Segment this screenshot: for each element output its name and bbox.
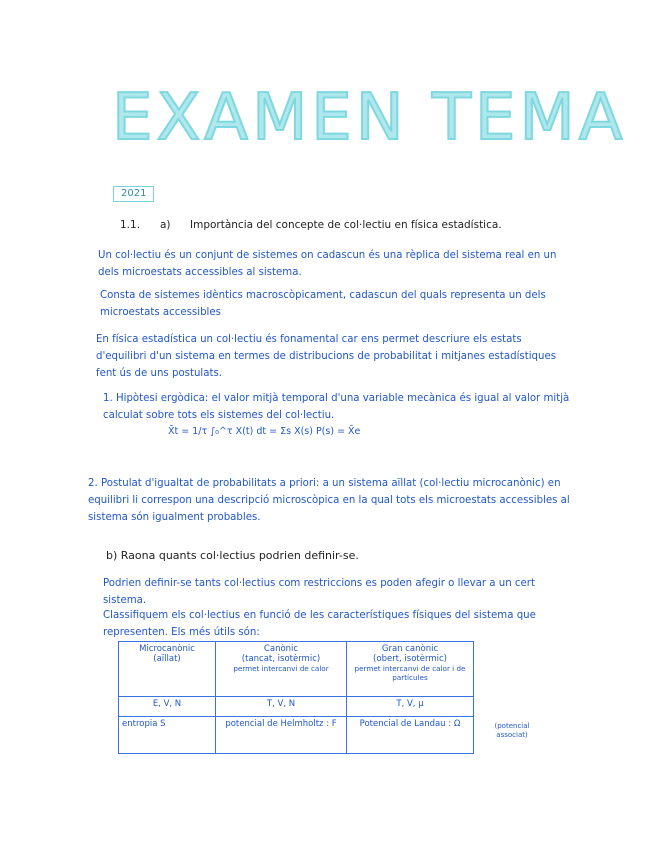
table-row (119, 717, 474, 754)
table-cell: entropia S (119, 717, 216, 754)
answer-paragraph-importance: En física estadística un col·lectiu és fonamental car ens permet descriure els estats d'equilibri d'un sistema en termes de distribucions de probabilitat i mitjanes estadístiques fent ús de uns postulats. (96, 334, 557, 379)
table-cell: E, V, N (119, 697, 216, 717)
exam-title: EXAMEN TEMA (112, 81, 627, 155)
ensemble-type: (aïllat) (153, 654, 181, 664)
ensemble-name: Microcanònic (139, 644, 195, 654)
question-b: b) Raona quants col·lectius podrien definir-se. (106, 549, 359, 562)
table-cell (216, 642, 347, 697)
ensemble-note: permet intercanvi de calor (233, 664, 329, 673)
ensemble-type: (tancat, isotèrmic) (241, 654, 321, 664)
ergodic-formula: X̄t = 1/τ ∫₀^τ X(t) dt = Σs X(s) P(s) = X̄e (168, 426, 361, 437)
side-note: (potencial associat) (494, 722, 530, 739)
table-cell (119, 642, 216, 697)
ensemble-note: permet intercanvi de calor i de partícules (354, 664, 466, 682)
table-row (119, 697, 474, 717)
answer-paragraph-ergodic: 1. Hipòtesi ergòdica: el valor mitjà temporal d'una variable mecànica és igual al valor mitjà calculat sobre tots els sistemes del col·lectiu. (103, 393, 570, 421)
ensemble-name: Gran canònic (381, 644, 439, 654)
ensemble-type: (obert, isotèrmic) (373, 654, 447, 664)
table-cell (347, 642, 474, 697)
table-cell: T, V, N (216, 697, 347, 717)
question-letter: a) (160, 219, 171, 231)
answer-paragraph-composition: Consta de sistemes idèntics macroscòpicament, cadascun del quals representa un dels microestats accessibles (100, 290, 546, 318)
year-badge: 2021 (113, 186, 154, 202)
answer-paragraph-postulate: 2. Postulat d'igualtat de probabilitats a priori: a un sistema aïllat (col·lectiu microcanònic) en equilibri li correspon una descripció microscòpica en la qual tots els microestats accessibles al sistema són igualment probables. (88, 478, 570, 523)
question-text: Importància del concepte de col·lectiu en física estadística. (190, 219, 502, 231)
table-header-row (119, 642, 474, 697)
table-cell: Potencial de Landau : Ω (347, 717, 474, 754)
table-cell: potencial de Helmholtz : F (216, 717, 347, 754)
answer-b-paragraph-2: Classifiquem els col·lectius en funció de les característiques físiques del sistema que representen. Els més útils són: (103, 610, 536, 638)
ensembles-table (118, 641, 474, 754)
answer-paragraph-definition: Un col·lectiu és un conjunt de sistemes on cadascun és una rèplica del sistema real en un dels microestats accessibles al sistema. (98, 250, 557, 278)
question-number: 1.1. (120, 219, 141, 231)
ensemble-name: Canònic (263, 644, 299, 654)
table-cell: T, V, μ (347, 697, 474, 717)
answer-b-paragraph-1: Podrien definir-se tants col·lectius com restriccions es poden afegir o llevar a un cert sistema. (103, 578, 535, 606)
